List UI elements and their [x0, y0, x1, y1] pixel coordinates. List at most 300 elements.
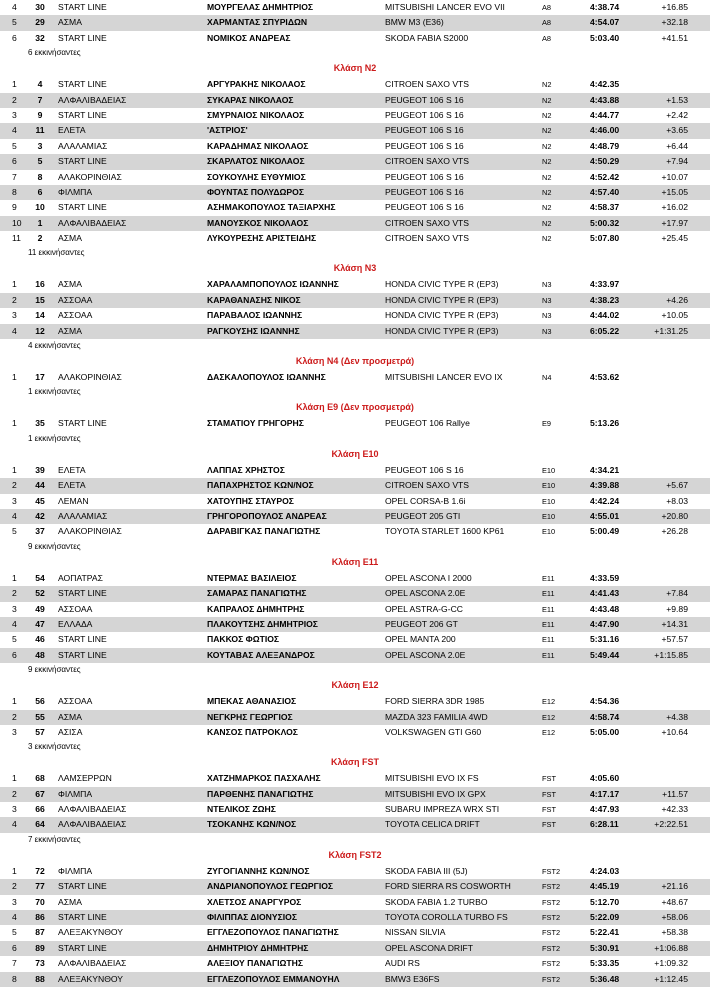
cell-driver: ΑΛΕΞΙΟΥ ΠΑΝΑΓΙΩΤΗΣ [207, 958, 304, 969]
cell-pos: 5 [12, 927, 17, 938]
cell-club: START LINE [58, 109, 107, 120]
cell-time: 4:38.74 [590, 2, 620, 12]
result-row [0, 277, 710, 292]
cell-driver: ΦΟΥΝΤΑΣ ΠΟΛΥΔΩΡΟΣ [207, 186, 305, 197]
cell-car: OPEL CORSA-B 1.6i [385, 495, 466, 506]
cell-pos: 5 [12, 634, 17, 645]
cell-car: PEUGEOT 106 S 16 [385, 140, 464, 151]
cell-diff: +1:15.85 [654, 649, 688, 660]
cell-cls: N2 [542, 172, 552, 182]
cell-pos: 1 [12, 572, 17, 583]
cell-time: 4:42.35 [590, 79, 620, 90]
cell-club: ΑΣΜΑ [58, 325, 82, 336]
cell-num: 30 [35, 2, 45, 12]
cell-car: PEUGEOT 106 S 16 [385, 464, 464, 475]
cell-driver: ΑΝΔΡΙΑΝΟΠΟΥΛΟΣ ΓΕΩΡΓΙΟΣ [207, 881, 334, 892]
result-row [0, 123, 710, 138]
cell-club: START LINE [58, 418, 107, 429]
cell-driver: 'ΑΣΤΡΙΟΣ' [207, 125, 248, 136]
cell-cls: N2 [542, 234, 552, 244]
result-row [0, 972, 710, 987]
class-heading: Κλάση Ε10 [331, 448, 379, 459]
cell-driver: ΛΥΚΟΥΡΕΣΗΣ ΑΡΙΣΤΕΙΔΗΣ [207, 233, 317, 244]
cell-club: START LINE [58, 649, 107, 660]
cell-diff: +7.94 [666, 156, 688, 167]
cell-cls: N2 [542, 141, 552, 151]
cell-driver: ΦΙΛΙΠΠΑΣ ΔΙΟΝΥΣΙΟΣ [207, 912, 297, 923]
result-row [0, 725, 710, 740]
result-row [0, 154, 710, 169]
cell-num: 4 [37, 79, 43, 90]
result-row [0, 925, 710, 940]
cell-club: ΑΛΦΑΛΙΒΑΔΕΙΑΣ [58, 958, 127, 969]
cell-pos: 11 [12, 233, 21, 244]
cell-driver: ΓΡΗΓΟΡΟΠΟΥΛΟΣ ΑΝΔΡΕΑΣ [207, 510, 327, 521]
cell-pos: 8 [12, 973, 17, 984]
cell-driver: ΛΑΠΠΑΣ ΧΡΗΣΤΟΣ [207, 464, 285, 475]
cell-pos: 6 [12, 156, 17, 167]
result-row [0, 77, 710, 92]
cell-cls: N2 [542, 126, 552, 136]
cell-num: 68 [35, 773, 45, 784]
cell-pos: 3 [12, 603, 17, 614]
result-row [0, 478, 710, 493]
cell-diff: +1:31.25 [654, 325, 688, 336]
cell-time: 6:05.22 [590, 325, 620, 336]
cell-time: 5:30.91 [590, 942, 620, 953]
cell-num: 64 [35, 819, 45, 830]
cell-time: 4:48.79 [590, 140, 620, 151]
cell-diff: +5.67 [666, 480, 688, 491]
cell-cls: E10 [542, 527, 556, 537]
cell-club: ΑΣΜΑ [58, 896, 82, 907]
cell-club: ΛΑΜΣΕΡΡΩΝ [58, 773, 112, 784]
cell-time: 4:50.29 [590, 156, 620, 167]
cell-club: START LINE [58, 202, 107, 213]
cell-num: 39 [35, 464, 45, 475]
result-row [0, 771, 710, 786]
result-row [0, 231, 710, 246]
cell-cls: N2 [542, 187, 552, 197]
starters-count: 1 εκκινήσαντες [28, 387, 81, 397]
cell-club: ΑΛΕΞΑΚΥΝΘΟΥ [58, 927, 124, 938]
cell-car: FORD SIERRA RS COSWORTH [385, 881, 511, 892]
cell-driver: ΚΟΥΤΑΒΑΣ ΑΛΕΞΑΝΔΡΟΣ [207, 649, 315, 660]
cell-car: MAZDA 323 FAMILIA 4WD [385, 711, 488, 722]
cell-club: ΑΛΦΑΛΙΒΑΔΕΙΑΣ [58, 804, 127, 815]
cell-num: 67 [35, 788, 45, 799]
class-heading: Κλάση Ε11 [331, 556, 379, 567]
cell-driver: ΧΑΤΟΥΠΗΣ ΣΤΑΥΡΟΣ [207, 495, 294, 506]
cell-club: ΑΣΙΣΑ [58, 726, 83, 737]
cell-pos: 1 [12, 418, 17, 429]
cell-driver: ΔΑΡΑΒΙΓΚΑΣ ΠΑΝΑΓΙΩΤΗΣ [207, 526, 321, 537]
cell-driver: ΚΑΠΡΑΛΟΣ ΔΗΜΗΤΡΗΣ [207, 603, 305, 614]
cell-num: 11 [35, 125, 45, 136]
cell-time: 4:52.42 [590, 171, 620, 182]
cell-time: 4:54.07 [590, 17, 620, 28]
cell-diff: +7.84 [666, 588, 688, 599]
cell-time: 5:00.32 [590, 217, 620, 228]
cell-pos: 1 [12, 279, 17, 290]
result-row [0, 31, 710, 46]
result-row [0, 463, 710, 478]
cell-num: 72 [35, 865, 45, 876]
cell-pos: 5 [12, 526, 17, 537]
cell-diff: +1:12.45 [654, 973, 688, 984]
cell-pos: 7 [12, 171, 17, 182]
cell-diff: +10.07 [661, 171, 688, 182]
cell-num: 3 [37, 140, 43, 151]
cell-num: 32 [35, 32, 45, 43]
cell-driver: ΠΑΡΑΒΑΛΟΣ ΙΩΑΝΝΗΣ [207, 310, 303, 321]
cell-time: 4:24.03 [590, 865, 620, 876]
cell-time: 5:22.41 [590, 927, 620, 938]
result-row [0, 416, 710, 431]
cell-time: 4:33.59 [590, 572, 620, 583]
cell-club: ΦΙΛΜΠΑ [58, 788, 93, 799]
cell-club: START LINE [58, 156, 107, 167]
starters-count: 9 εκκινήσαντες [28, 541, 81, 551]
cell-num: 86 [35, 912, 45, 923]
cell-driver: ΠΑΠΑΧΡΗΣΤΟΣ ΚΩΝ/ΝΟΣ [207, 480, 314, 491]
cell-time: 5:00.49 [590, 526, 620, 537]
cell-num: 15 [35, 294, 45, 305]
cell-car: MITSUBISHI LANCER EVO IX [385, 372, 503, 383]
cell-time: 5:05.00 [590, 726, 620, 737]
class-heading: Κλάση Ε12 [331, 680, 379, 691]
cell-driver: ΚΑΡΑΘΑΝΑΣΗΣ ΝΙΚΟΣ [207, 294, 301, 305]
cell-cls: A8 [542, 18, 552, 28]
cell-cls: FST2 [542, 974, 561, 984]
cell-car: SUBARU IMPREZA WRX STI [385, 804, 500, 815]
result-row [0, 571, 710, 586]
cell-car: BMW3 E36FS [385, 973, 440, 984]
cell-car: TOYOTA CELICA DRIFT [385, 819, 480, 830]
cell-club: START LINE [58, 32, 107, 43]
cell-club: ΦΙΛΜΠΑ [58, 186, 93, 197]
cell-time: 5:13.26 [590, 418, 620, 429]
cell-diff: +1.53 [666, 94, 688, 105]
result-row [0, 308, 710, 323]
result-row [0, 139, 710, 154]
cell-pos: 6 [12, 649, 17, 660]
cell-car: TOYOTA STARLET 1600 KP61 [385, 526, 505, 537]
cell-time: 5:12.70 [590, 896, 620, 907]
cell-diff: +10.64 [661, 726, 688, 737]
cell-pos: 2 [12, 881, 17, 892]
cell-cls: N2 [542, 80, 552, 90]
cell-pos: 2 [12, 711, 17, 722]
cell-cls: N2 [542, 95, 552, 105]
cell-car: MITSUBISHI EVO IX GPX [385, 788, 486, 799]
cell-cls: E12 [542, 712, 556, 722]
cell-pos: 6 [12, 32, 17, 43]
cell-driver: ΑΡΓΥΡΑΚΗΣ ΝΙΚΟΛΑΟΣ [207, 79, 306, 90]
cell-diff: +9.89 [666, 603, 688, 614]
cell-car: BMW M3 (E36) [385, 17, 444, 28]
cell-time: 4:43.48 [590, 603, 620, 614]
cell-car: TOYOTA COROLLA TURBO FS [385, 912, 508, 923]
cell-cls: N3 [542, 326, 552, 336]
cell-time: 4:47.93 [590, 804, 620, 815]
cell-car: OPEL ASTRA-G-CC [385, 603, 463, 614]
starters-count: 11 εκκινήσαντες [28, 248, 85, 258]
cell-diff: +3.65 [666, 125, 688, 136]
cell-car: CITROEN SAXO VTS [385, 79, 470, 90]
class-heading: Κλάση Ν3 [333, 263, 377, 274]
cell-driver: ΧΑΡΜΑΝΤΑΣ ΣΠΥΡΙΔΩΝ [207, 17, 308, 28]
cell-club: ΑΣΣΟΑΑ [58, 603, 93, 614]
cell-diff: +20.80 [661, 510, 688, 521]
cell-car: SKODA FABIA III (5J) [385, 865, 468, 876]
cell-club: START LINE [58, 912, 107, 923]
cell-club: START LINE [58, 79, 107, 90]
cell-cls: E10 [542, 465, 556, 475]
cell-cls: N2 [542, 110, 552, 120]
cell-pos: 4 [12, 125, 17, 136]
cell-driver: ΔΗΜΗΤΡΙΟΥ ΔΗΜΗΤΡΗΣ [207, 942, 309, 953]
cell-driver: ΣΑΜΑΡΑΣ ΠΑΝΑΓΙΩΤΗΣ [207, 588, 307, 599]
result-row [0, 370, 710, 385]
cell-diff: +58.38 [661, 927, 688, 938]
cell-driver: ΣΜΥΡΝΑΙΟΣ ΝΙΚΟΛΑΟΣ [207, 109, 305, 120]
cell-diff: +14.31 [661, 618, 688, 629]
cell-car: OPEL ASCONA 2.0E [385, 588, 466, 599]
cell-cls: E11 [542, 650, 555, 660]
cell-diff: +16.02 [661, 202, 688, 213]
cell-num: 54 [35, 572, 45, 583]
cell-cls: N4 [542, 373, 552, 383]
cell-pos: 1 [12, 464, 17, 475]
cell-club: ΑΛΦΑΛΙΒΑΔΕΙΑΣ [58, 819, 127, 830]
cell-num: 57 [35, 726, 45, 737]
cell-car: MITSUBISHI EVO IX FS [385, 773, 479, 784]
class-heading: Κλάση FST2 [328, 849, 382, 860]
cell-diff: +57.57 [661, 634, 688, 645]
cell-club: ΑΣΣΟΑΑ [58, 294, 93, 305]
cell-time: 4:38.23 [590, 294, 620, 305]
cell-driver: ΚΑΝΣΟΣ ΠΑΤΡΟΚΛΟΣ [207, 726, 298, 737]
cell-num: 48 [35, 649, 45, 660]
cell-club: ΑΛΦΑΛΙΒΑΔΕΙΑΣ [58, 94, 127, 105]
cell-driver: ΣΟΥΚΟΥΛΗΣ ΕΥΘΥΜΙΟΣ [207, 171, 306, 182]
cell-cls: N3 [542, 295, 552, 305]
cell-cls: N2 [542, 157, 552, 167]
cell-num: 12 [35, 325, 45, 336]
cell-num: 35 [35, 418, 45, 429]
cell-pos: 2 [12, 94, 17, 105]
cell-num: 52 [35, 588, 45, 599]
cell-num: 5 [37, 156, 43, 167]
cell-time: 4:46.00 [590, 125, 620, 136]
cell-cls: FST2 [542, 882, 561, 892]
cell-diff: +8.03 [666, 495, 688, 506]
cell-diff: +42.33 [661, 804, 688, 815]
cell-num: 49 [35, 603, 45, 614]
cell-diff: +2.42 [666, 109, 688, 120]
cell-driver: ΣΥΚΑΡΑΣ ΝΙΚΟΛΑΟΣ [207, 94, 294, 105]
cell-cls: E9 [542, 419, 552, 429]
cell-time: 4:53.62 [590, 372, 620, 383]
cell-car: OPEL ASCONA 2.0E [385, 649, 466, 660]
cell-cls: N3 [542, 311, 552, 321]
result-row [0, 0, 710, 15]
cell-car: PEUGEOT 206 GT [385, 618, 458, 629]
cell-diff: +25.45 [661, 233, 688, 244]
cell-pos: 1 [12, 865, 17, 876]
cell-diff: +2:22.51 [654, 819, 688, 830]
cell-cls: FST2 [542, 866, 561, 876]
cell-time: 4:44.77 [590, 109, 620, 120]
cell-pos: 4 [12, 912, 17, 923]
cell-time: 4:43.88 [590, 94, 620, 105]
cell-driver: ΕΓΓΛΕΖΟΠΟΥΛΟΣ ΕΜΜΑΝΟΥΗΛ [207, 973, 340, 984]
result-row [0, 817, 710, 832]
cell-pos: 9 [12, 202, 17, 213]
cell-driver: ΧΑΡΑΛΑΜΠΟΠΟΥΛΟΣ ΙΩΑΝΝΗΣ [207, 279, 339, 290]
cell-diff: +58.06 [661, 912, 688, 923]
starters-count: 3 εκκινήσαντες [28, 742, 81, 752]
cell-pos: 3 [12, 896, 17, 907]
cell-num: 87 [35, 927, 45, 938]
cell-car: OPEL ASCONA DRIFT [385, 942, 474, 953]
result-row [0, 200, 710, 215]
result-row [0, 494, 710, 509]
cell-time: 4:34.21 [590, 464, 620, 475]
cell-car: OPEL MANTA 200 [385, 634, 456, 645]
cell-time: 4:39.88 [590, 480, 620, 491]
cell-cls: FST2 [542, 897, 561, 907]
cell-driver: ΝΟΜΙΚΟΣ ΑΝΔΡΕΑΣ [207, 32, 291, 43]
cell-driver: ΧΑΤΖΗΜΑΡΚΟΣ ΠΑΣΧΑΛΗΣ [207, 773, 321, 784]
cell-num: 89 [35, 942, 45, 953]
cell-car: PEUGEOT 106 S 16 [385, 125, 464, 136]
cell-driver: ΠΑΚΚΟΣ ΦΩΤΙΟΣ [207, 634, 280, 645]
cell-diff: +26.28 [661, 526, 688, 537]
result-row [0, 324, 710, 339]
cell-pos: 2 [12, 588, 17, 599]
cell-time: 5:22.09 [590, 912, 620, 923]
result-row [0, 108, 710, 123]
result-row [0, 509, 710, 524]
cell-num: 17 [35, 372, 45, 383]
cell-car: HONDA CIVIC TYPE R (EP3) [385, 325, 499, 336]
cell-num: 88 [35, 973, 45, 984]
cell-num: 66 [35, 804, 45, 815]
cell-num: 37 [35, 526, 45, 537]
cell-num: 8 [37, 171, 43, 182]
cell-car: CITROEN SAXO VTS [385, 480, 470, 491]
cell-driver: ΧΛΕΤΣΟΣ ΑΝΑΡΓΥΡΟΣ [207, 896, 302, 907]
cell-club: ΦΙΛΜΠΑ [58, 865, 93, 876]
cell-car: SKODA FABIA 1.2 TURBO [385, 896, 488, 907]
cell-time: 5:31.16 [590, 634, 620, 645]
cell-club: ΑΛΕΞΑΚΥΝΘΟΥ [58, 973, 124, 984]
cell-car: MITSUBISHI LANCER EVO VII [385, 2, 505, 12]
cell-car: PEUGEOT 205 GTI [385, 510, 461, 521]
result-row [0, 864, 710, 879]
cell-pos: 3 [12, 495, 17, 506]
cell-num: 10 [35, 202, 45, 213]
cell-driver: ΔΑΣΚΑΛΟΠΟΥΛΟΣ ΙΩΑΝΝΗΣ [207, 372, 326, 383]
cell-num: 16 [35, 279, 45, 290]
cell-diff: +1:06.88 [654, 942, 688, 953]
cell-num: 47 [35, 618, 45, 629]
starters-count: 1 εκκινήσαντες [28, 433, 81, 443]
cell-num: 29 [35, 17, 45, 28]
starters-count: 9 εκκινήσαντες [28, 665, 81, 675]
cell-club: ΑΛΑΛΑΜΙΑΣ [58, 510, 108, 521]
cell-driver: ΝΤΕΛΙΚΟΣ ΖΩΗΣ [207, 804, 276, 815]
cell-pos: 4 [12, 819, 17, 830]
cell-driver: ΣΚΑΡΛΑΤΟΣ ΝΙΚΟΛΑΟΣ [207, 156, 305, 167]
cell-pos: 5 [12, 17, 17, 28]
cell-car: OPEL ASCONA I 2000 [385, 572, 472, 583]
cell-pos: 3 [12, 804, 17, 815]
result-row [0, 170, 710, 185]
cell-diff: +21.16 [661, 881, 688, 892]
result-row [0, 216, 710, 231]
cell-cls: E10 [542, 481, 556, 491]
cell-cls: E11 [542, 619, 555, 629]
result-row [0, 956, 710, 971]
result-row [0, 895, 710, 910]
cell-club: START LINE [58, 588, 107, 599]
cell-driver: ΝΤΕΡΜΑΣ ΒΑΣΙΛΕΙΟΣ [207, 572, 297, 583]
class-heading: Κλάση Ν2 [333, 63, 377, 74]
cell-time: 4:58.37 [590, 202, 620, 213]
cell-club: ΑΛΦΑΛΙΒΑΔΕΙΑΣ [58, 217, 127, 228]
result-row [0, 941, 710, 956]
cell-club: ΕΛΕΤΑ [58, 125, 86, 136]
cell-num: 1 [37, 217, 43, 228]
cell-cls: E11 [542, 589, 555, 599]
cell-cls: FST [542, 820, 556, 830]
cell-driver: ΚΑΡΑΔΗΜΑΣ ΝΙΚΟΛΑΟΣ [207, 140, 309, 151]
cell-club: ΑΛΑΛΑΜΙΑΣ [58, 140, 108, 151]
result-row [0, 879, 710, 894]
cell-club: ΑΣΜΑ [58, 279, 82, 290]
cell-num: 6 [37, 186, 43, 197]
cell-pos: 4 [12, 325, 17, 336]
cell-time: 4:17.17 [590, 788, 620, 799]
result-row [0, 293, 710, 308]
cell-club: ΕΛΕΤΑ [58, 464, 86, 475]
cell-cls: E11 [542, 604, 555, 614]
result-row [0, 910, 710, 925]
cell-driver: ΡΑΓΚΟΥΣΗΣ ΙΩΑΝΝΗΣ [207, 325, 300, 336]
cell-diff: +16.85 [661, 2, 688, 12]
cell-car: PEUGEOT 106 Rallye [385, 418, 470, 429]
cell-pos: 2 [12, 480, 17, 491]
cell-club: START LINE [58, 634, 107, 645]
cell-driver: ΣΤΑΜΑΤΙΟΥ ΓΡΗΓΟΡΗΣ [207, 418, 304, 429]
cell-driver: ΖΥΓΟΓΙΑΝΝΗΣ ΚΩΝ/ΝΟΣ [207, 865, 310, 876]
cell-time: 4:42.24 [590, 495, 620, 506]
result-row [0, 694, 710, 709]
cell-club: ΛΕΜΑΝ [58, 495, 89, 506]
cell-cls: E11 [542, 573, 555, 583]
cell-pos: 3 [12, 726, 17, 737]
cell-car: VOLKSWAGEN GTI G60 [385, 726, 482, 737]
cell-pos: 2 [12, 788, 17, 799]
cell-club: ΑΣΜΑ [58, 711, 82, 722]
cell-club: ΕΛΛΑΔΑ [58, 618, 93, 629]
cell-pos: 1 [12, 696, 17, 707]
cell-car: SKODA FABIA S2000 [385, 32, 469, 43]
cell-pos: 6 [12, 942, 17, 953]
